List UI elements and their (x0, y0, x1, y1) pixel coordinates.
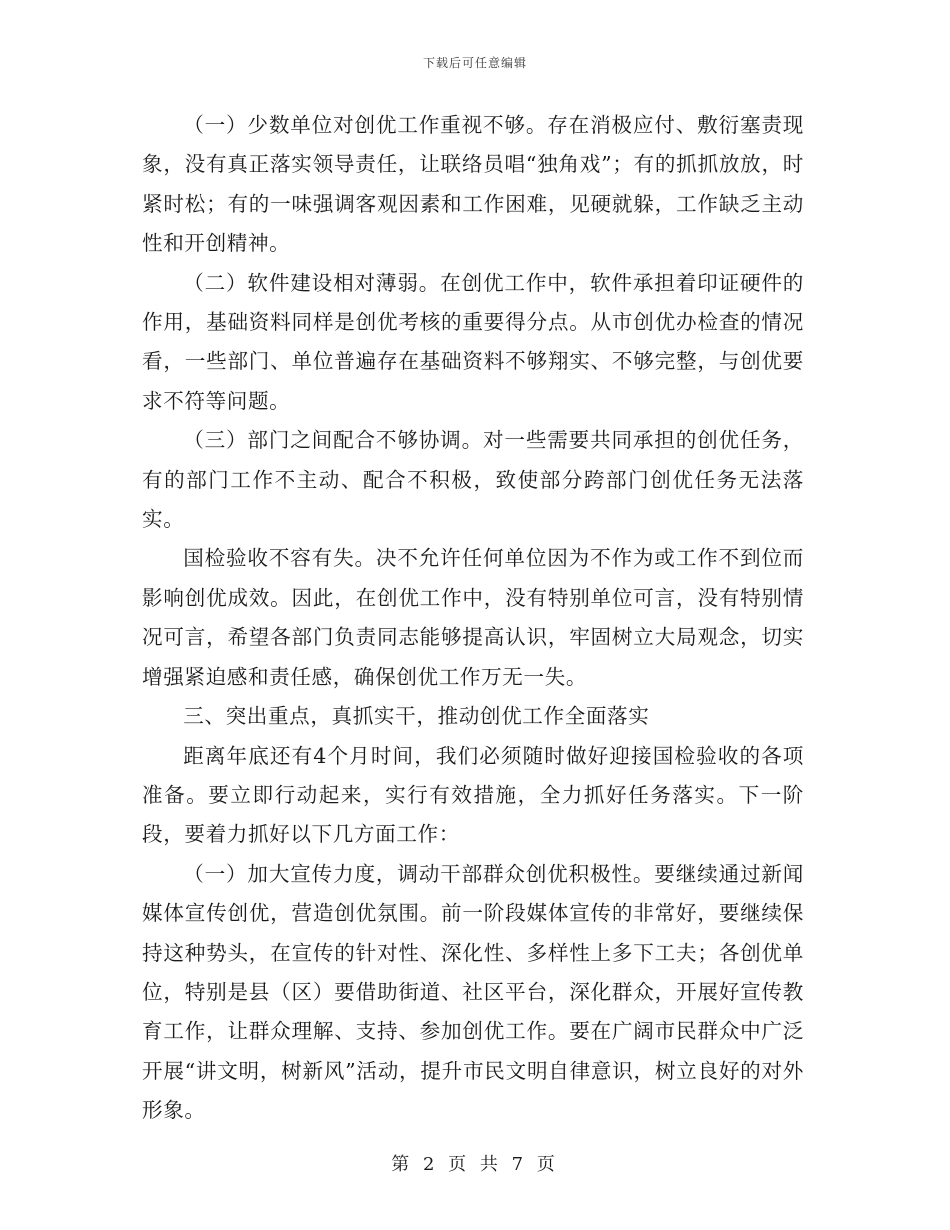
page-header: 下载后可任意编辑 (422, 56, 527, 70)
page-number-footer: 第 2 页 共 7 页 (391, 1154, 559, 1175)
paragraph-5: 距离年底还有4个月时间，我们必须随时做好迎接国检验收的各项准备。要立即行动起来，实行有效措施，全力抓好任务落实。下一阶段，要着力抓好以下几方面工作： (142, 743, 804, 847)
paragraph-4: 国检验收不容有失。决不允许任何单位因为不作为或工作不到位而影响创优成效。因此，在创优工作中，没有特别单位可言，没有特别情况可言，希望各部门负责同志能够提高认识，牢固树立大局观念，切实增强紧迫感和责任感，确保创优工作万无一失。 (142, 546, 804, 689)
paragraph-1: （一）少数单位对创优工作重视不够。存在消极应付、敷衍塞责现象，没有真正落实领导责任，让联络员唱“独角戏”；有的抓抓放放，时紧时松；有的一味强调客观因素和工作困难，见硬就躲，工作缺乏主动性和开创精神。 (142, 113, 804, 256)
document-body (142, 106, 804, 1131)
paragraph-6: （一）加大宣传力度，调动干部群众创优积极性。要继续通过新闻媒体宣传创优，营造创优氛围。前一阶段媒体宣传的非常好，要继续保持这种势头，在宣传的针对性、深化性、多样性上多下工夫；各创优单位，特别是县（区）要借助街道、社区平台，深化群众，开展好宣传教育工作，让群众理解、支持、参加创优工作。要在广阔市民群众中广泛开展“讲文明，树新风”活动，提升市民文明自律意识，树立良好的对外形象。 (142, 861, 804, 1123)
paragraph-3: （三）部门之间配合不够协调。对一些需要共同承担的创优任务，有的部门工作不主动、配合不积极，致使部分跨部门创优任务无法落实。 (142, 428, 804, 532)
section-heading-3: 三、突出重点，真抓实干，推动创优工作全面落实 (183, 704, 650, 729)
paragraph-2: （二）软件建设相对薄弱。在创优工作中，软件承担着印证硬件的作用，基础资料同样是创优考核的重要得分点。从市创优办检查的情况看，一些部门、单位普遍存在基础资料不够翔实、不够完整，与创优要求不符等问题。 (142, 270, 804, 413)
